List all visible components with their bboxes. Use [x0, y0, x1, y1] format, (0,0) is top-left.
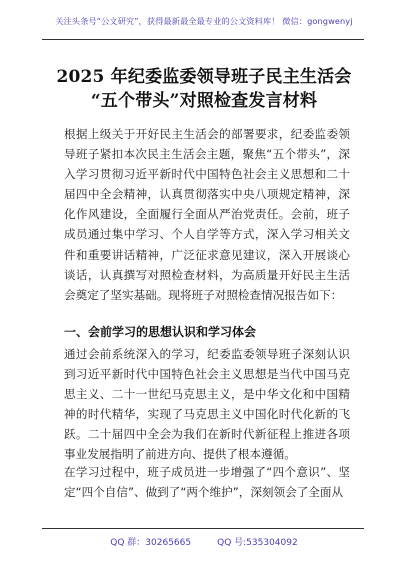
footer-qq-group: QQ 群：30265665: [110, 538, 192, 548]
header-divider: [42, 39, 364, 40]
document-title-line1: 2025 年纪委监委领导班子民主生活会: [56, 67, 352, 87]
footer-qq-number: QQ 号:535304092: [217, 538, 298, 548]
intro-paragraph: 根据上级关于开好民主生活会的部署要求，纪委监委领导班子紧扣本次民主生活会主题，聚焦“五个带头”，深入学习贯彻习近平新时代中国特色社会主义思想和二十届四中全会精神，认真贯彻落实中央八项规定精神，深化作风建设，全面履行全面从严治党责任。会前，班子成员通过集中学习、个人自学等方式，深入学习相关文件和重要讲话精神，广泛征求意见建议，深入开展谈心谈话，认真撰写对照检查材料，为高质量开好民主生活会奠定了坚实基础。现将班子对照检查情况报告如下：: [64, 127, 350, 302]
footer-contact: [0, 535, 408, 548]
section1-paragraph2: 在学习过程中，班子成员进一步增强了“四个意识”、坚定“四个自信”、做到了“两个维护”，深刻领会了全面从: [64, 465, 350, 500]
section-heading-1: 一、会前学习的思想认识和学习体会: [64, 325, 257, 339]
section1-paragraph1: 通过会前系统深入的学习，纪委监委领导班子深刻认识到习近平新时代中国特色社会主义思想是当代中国马克思主义、二十一世纪马克思主义，是中华文化和中国精神的时代精华，实现了马克思主义中国化时代化新的飞跃。二十届四中全会为我们在新时代新征程上推进各项事业发展指明了前进方向、提供了根本遵循。: [64, 347, 350, 462]
document-title-line2: “五个带头”对照检查发言材料: [90, 91, 318, 111]
footer-divider: [42, 528, 364, 529]
header-promo-note: 关注头条号“公文研究”，获得最新最全最专业的公文资料库！ 微信：gongwenyj: [55, 16, 353, 26]
